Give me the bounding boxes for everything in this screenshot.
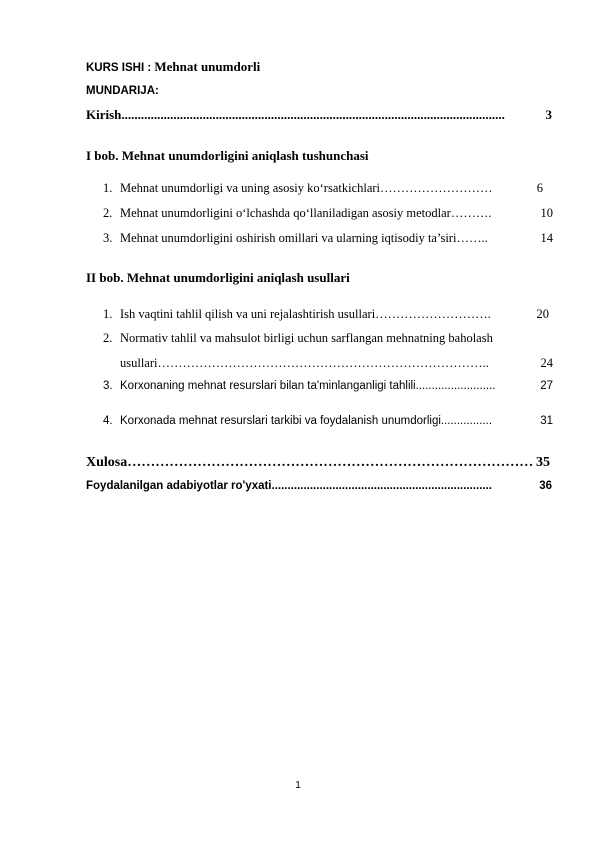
toc-page-number: 20: [536, 307, 549, 321]
toc-item-label: Normativ tahlil va mahsulot birligi uchun sarflangan mehnatning baholash: [120, 331, 493, 345]
toc-leader-dots: ................: [440, 415, 493, 427]
toc-entry-2-2[interactable]: [103, 331, 553, 346]
toc-page-number: 3: [545, 107, 552, 122]
toc-entry-2-4[interactable]: [103, 415, 553, 427]
toc-item-label: Mehnat unumdorligini oshirish omillari va ularning iqtisodiy ta’siri: [120, 231, 457, 245]
toc-item-number: 2.: [103, 331, 113, 345]
toc-page-number: 14: [540, 231, 553, 245]
course-title: [86, 59, 260, 75]
toc-page-number: 27: [540, 380, 553, 392]
toc-page-number: 6: [536, 181, 543, 195]
toc-item-label: Mehnat unumdorligi va uning asosiy ko‘rsatkichlari: [120, 181, 381, 195]
contents-heading: MUNDARIJA:: [86, 85, 159, 97]
toc-entry-references[interactable]: [86, 480, 552, 492]
toc-item-label: Korxonada mehnat resurslari tarkibi va foydalanish unumdorligi: [120, 415, 441, 427]
toc-item-number: 3.: [103, 380, 113, 392]
toc-page-number: 36: [539, 480, 552, 492]
toc-item-label: Mehnat unumdorligini o‘lchashda qo‘llaniladigan asosiy metodlar: [120, 206, 451, 220]
toc-item-label-continued: usullari: [120, 356, 158, 370]
toc-item-number: 3.: [103, 231, 113, 245]
toc-leader-dots: ……………………….: [375, 307, 491, 321]
toc-page-number: 31: [540, 415, 553, 427]
toc-leader-dots: ……..: [456, 231, 488, 245]
toc-leader-dots: ……………………………………………………………………………: [127, 455, 534, 470]
toc-item-label: Ish vaqtini tahlil qilish va uni rejalashtirish usullari: [120, 307, 376, 321]
toc-intro-label: Kirish: [86, 107, 122, 122]
toc-references-label: Foydalanilgan adabiyotlar ro'yxati: [86, 480, 272, 492]
toc-item-number: 4.: [103, 415, 113, 427]
toc-page-number: 10: [540, 206, 553, 220]
toc-item-number: 2.: [103, 206, 113, 220]
toc-entry-1-2[interactable]: [103, 206, 553, 221]
toc-entry-1-1[interactable]: [103, 181, 543, 196]
toc-leader-dots: ……….: [450, 206, 492, 220]
toc-entry-2-2-continued[interactable]: [120, 356, 553, 371]
toc-conclusion-label: Xulosa: [86, 455, 128, 470]
toc-entry-conclusion[interactable]: [86, 455, 550, 471]
toc-leader-dots: .....................................................................: [271, 480, 492, 492]
course-title-prefix: KURS ISHI :: [86, 62, 155, 74]
toc-page-number: 24: [540, 356, 553, 370]
toc-leader-dots: ………………………: [380, 181, 493, 195]
toc-leader-dots: ......................................................................................................................: [121, 107, 505, 122]
toc-page-number: 35: [536, 455, 550, 470]
chapter-2-heading[interactable]: II bob. Mehnat unumdorligini aniqlash usullari: [86, 270, 350, 285]
course-title-topic: Mehnat unumdorli: [154, 59, 261, 74]
toc-leader-dots: ……………………………………………………………………..: [157, 356, 489, 370]
toc-item-label: Korxonaning mehnat resurslari bilan ta'minlanganligi tahlili: [120, 380, 416, 392]
page-number: 1: [295, 780, 301, 791]
chapter-1-heading[interactable]: I bob. Mehnat unumdorligini aniqlash tushunchasi: [86, 148, 369, 163]
toc-entry-2-1[interactable]: [103, 307, 549, 322]
toc-entry-intro[interactable]: [86, 107, 552, 123]
toc-item-number: 1.: [103, 181, 113, 195]
toc-item-number: 1.: [103, 307, 113, 321]
toc-entry-2-3[interactable]: [103, 380, 553, 392]
toc-entry-1-3[interactable]: [103, 231, 553, 246]
toc-leader-dots: .........................: [415, 380, 496, 392]
